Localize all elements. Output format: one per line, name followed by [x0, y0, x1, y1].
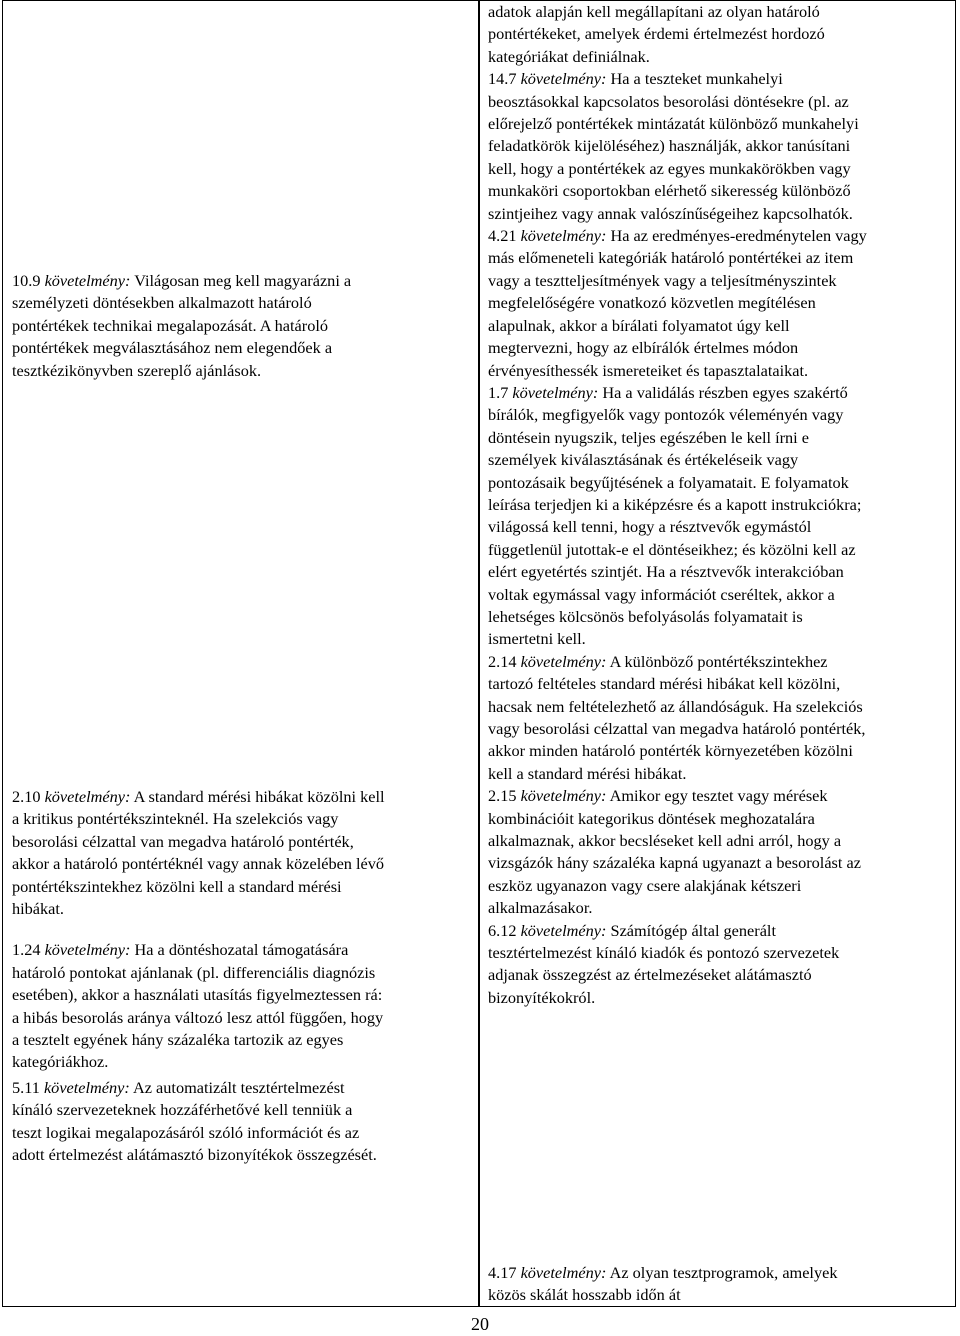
requirement-number: 4.21	[488, 226, 517, 246]
requirement-text: Az olyan tesztprogramok, amelyek közös skálát hosszabb időn át	[488, 1263, 838, 1305]
requirement-2-10	[12, 786, 386, 920]
column-divider	[478, 0, 480, 1307]
continuation-text: adatok alapján kell megállapítani az olyan határoló pontértékeket, amelyek érdemi értelmezést hordozó kategóriákat definiálnak.	[488, 2, 825, 66]
right-column	[488, 1, 868, 1009]
requirement-14-7	[488, 68, 868, 225]
requirement-text: Ha a teszteket munkahelyi beosztásokkal kapcsolatos besorolási döntésekre (pl. az előrejelző pontértékek mintázatát különböző munkahelyi feladatkörök kijelöléséhez) használják, akkor tanúsítani kell, hogy a pontértékek az egyes munkakörökben vagy munkaköri csoportokban elérhető sikeresség különböző szintjeihez vagy annak valószínűségeihez kapcsolhatók.	[488, 69, 859, 223]
requirement-text: Ha a validálás részben egyes szakértő bírálók, megfigyelők vagy pontozók véleményén vagy döntésein nyugszik, teljes egészében le kell írni e személyek kiválasztásának és értékeléseik vagy pontozásaik begyűjtésének a folyamatait. E folyamatok leírása terjedjen ki a kiképzésre és a kapott instrukciókra; világossá kell tenni, hogy a résztvevők egymástól függetlenül jutottak-e el döntéseikhez; és közölni kell az elért egyetértés szintjét. Ha a résztvevők interakcióban voltak egymással vagy információt cseréltek, akkor a lehetséges kölcsönös befolyásolás folyamatait is ismertetni kell.	[488, 382, 862, 649]
requirement-2-15	[488, 785, 868, 919]
requirement-2-14	[488, 651, 868, 785]
requirement-label: követelmény:	[516, 651, 607, 671]
requirement-number: 2.15	[488, 786, 517, 806]
left-column-lower	[12, 786, 386, 1167]
requirement-number: 1.7	[488, 382, 509, 402]
requirement-number: 10.9	[12, 271, 41, 290]
requirement-text: Az automatizált tesztértelmezést kínáló szervezeteknek hozzáférhetővé kell tenniük a teszt logikai megalapozásáról szóló információt és az adott értelmezést alátámasztó bizonyítékok összegzését.	[12, 1077, 377, 1165]
requirement-1-7	[488, 382, 868, 651]
requirement-label: követelmény:	[40, 787, 131, 806]
requirement-number: 1.24	[12, 940, 41, 960]
requirement-label: követelmény:	[516, 1263, 607, 1282]
requirement-label: követelmény:	[516, 69, 607, 89]
requirement-text: Amikor egy tesztet vagy mérések kombinációit kategorikus döntések meghozatalára alkalmaznak, akkor becsléseket kell adni arról, hogy a vizsgázók hány százaléka kapná ugyanazt a besorolást az eszköz ugyanazon vagy csere alakjának kétszeri alkalmazásakor.	[488, 786, 861, 918]
page-number: 20	[471, 1314, 489, 1334]
requirement-number: 2.14	[488, 651, 517, 671]
requirement-5-11	[12, 1077, 386, 1167]
requirement-text: Számítógép által generált tesztértelmezést kínáló kiadók és pontozó szervezetek adjanak összegzést az értelmezéseket alátámasztó bizonyítékokról.	[488, 920, 840, 1007]
requirement-label: követelmény:	[508, 382, 599, 402]
requirement-label: követelmény:	[39, 1077, 130, 1097]
requirement-1-24	[12, 939, 386, 1073]
requirement-number: 4.17	[488, 1263, 517, 1282]
requirement-text: Világosan meg kell magyarázni a személyzeti döntésekben alkalmazott határoló pontértékek technikai megalapozását. A határoló pontértékek megválasztásához nem elegendőek a tesztkézikönyvben szereplő ajánlások.	[12, 271, 352, 380]
requirement-number: 14.7	[488, 69, 517, 89]
right-column-bottom	[488, 1262, 868, 1307]
requirement-text: Ha az eredményes-eredménytelen vagy más előmeneteli kategóriák határoló pontértékei az item vagy a tesztteljesítmények vagy a teljesítményszintek megfelelőségére vonatkozó közvetlen megítélésen alapulnak, akkor a bírálati folyamatot úgy kell megtervezni, hogy az elbírálók értelmes módon érvényesíthessék ismereteiket és tapasztalataikat.	[488, 226, 867, 380]
requirement-text: A különböző pontértékszintekhez tartozó feltételes standard mérési hibákat kell közölni, hacsak nem feltételezhető az állandóságuk. Ha szelekciós vagy besorolási célzattal van megadva határoló pontérték, akkor minden határoló pontérték környezetében közölni kell a standard mérési hibákat.	[488, 651, 866, 783]
requirement-label: követelmény:	[516, 786, 607, 806]
left-column	[12, 270, 386, 382]
requirement-label: követelmény:	[40, 940, 131, 960]
requirement-4-17	[488, 1262, 868, 1307]
requirement-4-21	[488, 225, 868, 382]
requirement-number: 2.10	[12, 787, 41, 806]
requirement-number: 6.12	[488, 920, 517, 940]
requirement-10-9	[12, 270, 386, 382]
requirement-label: követelmény:	[516, 226, 607, 246]
requirement-label: követelmény:	[40, 271, 131, 290]
requirement-6-12	[488, 920, 868, 1010]
requirement-number: 5.11	[12, 1077, 40, 1097]
requirement-text: A standard mérési hibákat közölni kell a kritikus pontértékszinteknél. Ha szelekciós vagy besorolási célzattal van megadva határoló pontérték, akkor a határoló pontértéknél vagy annak közelében lévő pontértékszintekhez közölni kell a standard mérési hibákat.	[12, 787, 385, 919]
requirement-text: Ha a döntéshozatal támogatására határoló pontokat ajánlanak (pl. differenciális diagnózis esetében), akkor a használati utasítás figyelmeztessen rá: a hibás besorolás aránya változó lesz attól függően, hogy a tesztelt egyének hány százaléka tartozik az egyes kategóriákhoz.	[12, 940, 384, 1072]
requirement-label: követelmény:	[516, 920, 607, 940]
